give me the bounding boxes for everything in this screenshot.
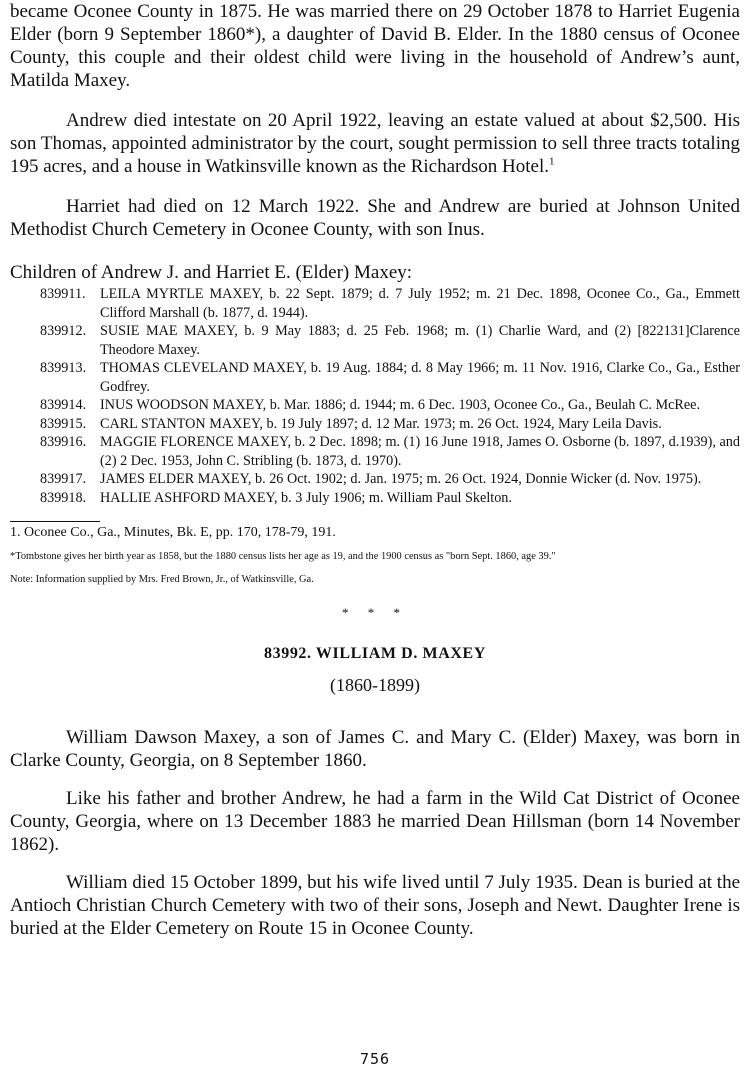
child-entry: MAGGIE FLORENCE MAXEY, b. 2 Dec. 1898; m. (1) 16 June 1918, James O. Osborne (b. 1897, d.1939), and (2) 2 Dec. 1953, John C. Stribling (b. 1873, d. 1970). — [100, 434, 740, 469]
children-heading: Children of Andrew J. and Harriet E. (Elder) Maxey: — [10, 262, 413, 283]
child-entry: INUS WOODSON MAXEY, b. Mar. 1886; d. 1944; m. 6 Dec. 1903, Oconee Co., Ga., Beulah C. McRee. — [100, 397, 701, 413]
child-entry: THOMAS CLEVELAND MAXEY, b. 19 Aug. 1884; d. 8 May 1966; m. 11 Nov. 1916, Clarke Co., Ga., Esther Godfrey. — [100, 360, 740, 395]
list-item — [10, 415, 740, 434]
list-item — [10, 322, 740, 359]
child-number: 839914. — [40, 397, 87, 413]
child-number: 839911. — [40, 286, 86, 302]
paragraph-burial: Harriet had died on 12 March 1922. She and Andrew are buried at Johnson United Methodist Church Cemetery in Oconee County, with son Inus. — [10, 196, 740, 240]
paragraph-farm: Like his father and brother Andrew, he had a farm in the Wild Cat District of Oconee County, Georgia, where on 13 December 1883 he married Dean Hillsman (born 14 November 1862). — [10, 788, 740, 855]
child-number: 839918. — [40, 489, 87, 506]
list-item — [10, 489, 740, 508]
child-number: 839915. — [40, 415, 87, 432]
list-item — [10, 396, 740, 415]
child-entry: HALLIE ASHFORD MAXEY, b. 3 July 1906; m. William Paul Skelton. — [100, 489, 512, 506]
section-heading: 83992. WILLIAM D. MAXEY — [264, 645, 486, 662]
list-item — [10, 470, 740, 489]
paragraph-death: William died 15 October 1899, but his wife lived until 7 July 1935. Dean is buried at the Antioch Christian Church Cemetery with two of their sons, Joseph and Newt. Daughter Irene is buried at the Elder Cemetery on Route 15 in Oconee County. — [10, 872, 740, 939]
list-item — [10, 359, 740, 396]
child-entry: JAMES ELDER MAXEY, b. 26 Oct. 1902; d. Jan. 1975; m. 26 Oct. 1924, Donnie Wicker (d. Nov. 1975). — [100, 471, 702, 487]
paragraph-birth: William Dawson Maxey, a son of James C. and Mary C. (Elder) Maxey, was born in Clarke County, Georgia, on 8 September 1860. — [10, 727, 740, 771]
section-separator: * * * — [342, 605, 408, 620]
footnote-divider — [10, 521, 100, 522]
paragraph-continuation: became Oconee County in 1875. He was married there on 29 October 1878 to Harriet Eugenia Elder (born 9 September 1860*), a daughter of David B. Elder. In the 1880 census of Oconee County, this couple and their oldest child were living in the household of Andrew’s aunt, Matilda Maxey. — [10, 1, 740, 91]
document-page — [10, 0, 740, 940]
paragraph-estate-text: Andrew died intestate on 20 April 1922, leaving an estate valued at about $2,500. His son Thomas, appointed administrator by the court, sought permission to sell three tracts totaling 195 acres, and a house in Watkinsville known as the Richardson Hotel. — [10, 110, 740, 177]
page-number: 756 — [359, 1050, 391, 1068]
child-number: 839917. — [40, 471, 87, 487]
child-entry: SUSIE MAE MAXEY, b. 9 May 1883; d. 25 Feb. 1968; m. (1) Charlie Ward, and (2) [822131]Clarence Theodore Maxey. — [100, 323, 740, 358]
footnote-note: Note: Information supplied by Mrs. Fred Brown, Jr., of Watkinsville, Ga. — [10, 574, 314, 585]
footnote-1: 1. Oconee Co., Ga., Minutes, Bk. E, pp. 170, 178-79, 191. — [10, 525, 336, 540]
list-item — [10, 285, 740, 322]
child-number: 839913. — [40, 360, 87, 376]
child-number: 839916. — [40, 434, 87, 450]
list-item — [10, 433, 740, 470]
child-number: 839912. — [40, 323, 87, 339]
paragraph-estate — [10, 109, 740, 178]
child-entry: CARL STANTON MAXEY, b. 19 July 1897; d. 12 Mar. 1973; m. 26 Oct. 1924, Mary Leila Davis. — [100, 415, 662, 432]
children-list — [10, 285, 740, 507]
child-entry: LEILA MYRTLE MAXEY, b. 22 Sept. 1879; d. 7 July 1952; m. 21 Dec. 1898, Oconee Co., Ga., Emmett Clifford Marshall (b. 1877, d. 1944). — [100, 286, 740, 321]
footnote-ref-1: 1 — [548, 155, 555, 168]
section-dates: (1860-1899) — [330, 675, 420, 695]
footnote-star: *Tombstone gives her birth year as 1858, but the 1880 census lists her age as 19, and the 1900 census as "born Sept. 1860, age 39." — [10, 551, 556, 562]
